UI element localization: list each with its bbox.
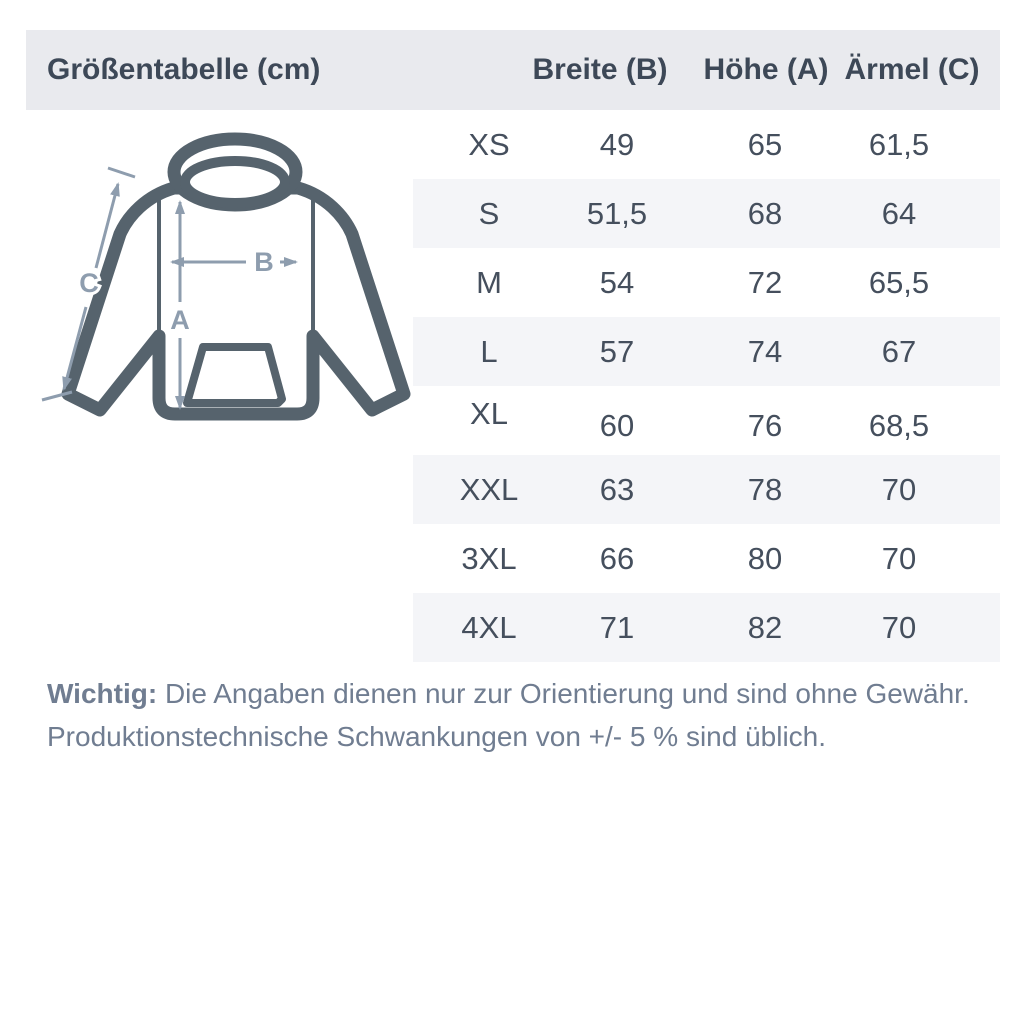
breite-value: 54 [599, 265, 635, 300]
table-row [413, 455, 1000, 524]
column-header-hoehe: Höhe (A) [703, 53, 829, 86]
breite-value: 57 [599, 334, 635, 369]
breite-value: 60 [599, 408, 635, 443]
label-a: A [170, 305, 190, 335]
aermel-value: 70 [881, 541, 917, 576]
size-label: XL [470, 396, 508, 431]
hoehe-value: 82 [747, 610, 783, 645]
table-row [413, 317, 1000, 386]
hoehe-value: 80 [747, 541, 783, 576]
hoehe-value: 68 [747, 196, 783, 231]
size-label: XXL [459, 472, 519, 507]
footer-note [47, 672, 977, 758]
table-row [413, 593, 1000, 662]
breite-value: 63 [599, 472, 635, 507]
breite-value: 49 [599, 127, 635, 162]
aermel-value: 65,5 [868, 265, 930, 300]
footer-line1: Die Angaben dienen nur zur Orientierung und sind ohne Gewähr. [157, 678, 970, 709]
breite-value: 71 [599, 610, 635, 645]
table-row [413, 386, 1000, 455]
aermel-value: 70 [881, 610, 917, 645]
size-label: 4XL [461, 610, 517, 645]
table-header-band [26, 30, 1000, 110]
hoehe-value: 78 [747, 472, 783, 507]
table-row [413, 110, 1000, 179]
label-c: C [79, 268, 99, 298]
hoehe-value: 72 [747, 265, 783, 300]
hoehe-value: 74 [747, 334, 783, 369]
column-header-aermel: Ärmel (C) [844, 53, 980, 86]
size-label: XS [468, 127, 510, 162]
size-label: S [478, 196, 500, 231]
table-row [413, 524, 1000, 593]
column-header-breite: Breite (B) [532, 53, 668, 86]
aermel-value: 61,5 [868, 127, 930, 162]
page-title: Größentabelle (cm) [47, 53, 321, 86]
table-row [413, 179, 1000, 248]
size-label: L [480, 334, 498, 369]
size-label: M [476, 265, 502, 300]
breite-value: 66 [599, 541, 635, 576]
aermel-value: 64 [881, 196, 917, 231]
aermel-value: 68,5 [868, 408, 930, 443]
footer-line2: Produktionstechnische Schwankungen von +/- 5 % sind üblich. [47, 721, 827, 752]
aermel-value: 70 [881, 472, 917, 507]
size-table [0, 110, 1024, 662]
size-label: 3XL [461, 541, 517, 576]
hoehe-value: 76 [747, 408, 783, 443]
label-b: B [254, 247, 274, 277]
breite-value: 51,5 [586, 196, 648, 231]
aermel-value: 67 [881, 334, 917, 369]
hoehe-value: 65 [747, 127, 783, 162]
table-row [413, 248, 1000, 317]
footer-important-label: Wichtig: [47, 678, 158, 709]
